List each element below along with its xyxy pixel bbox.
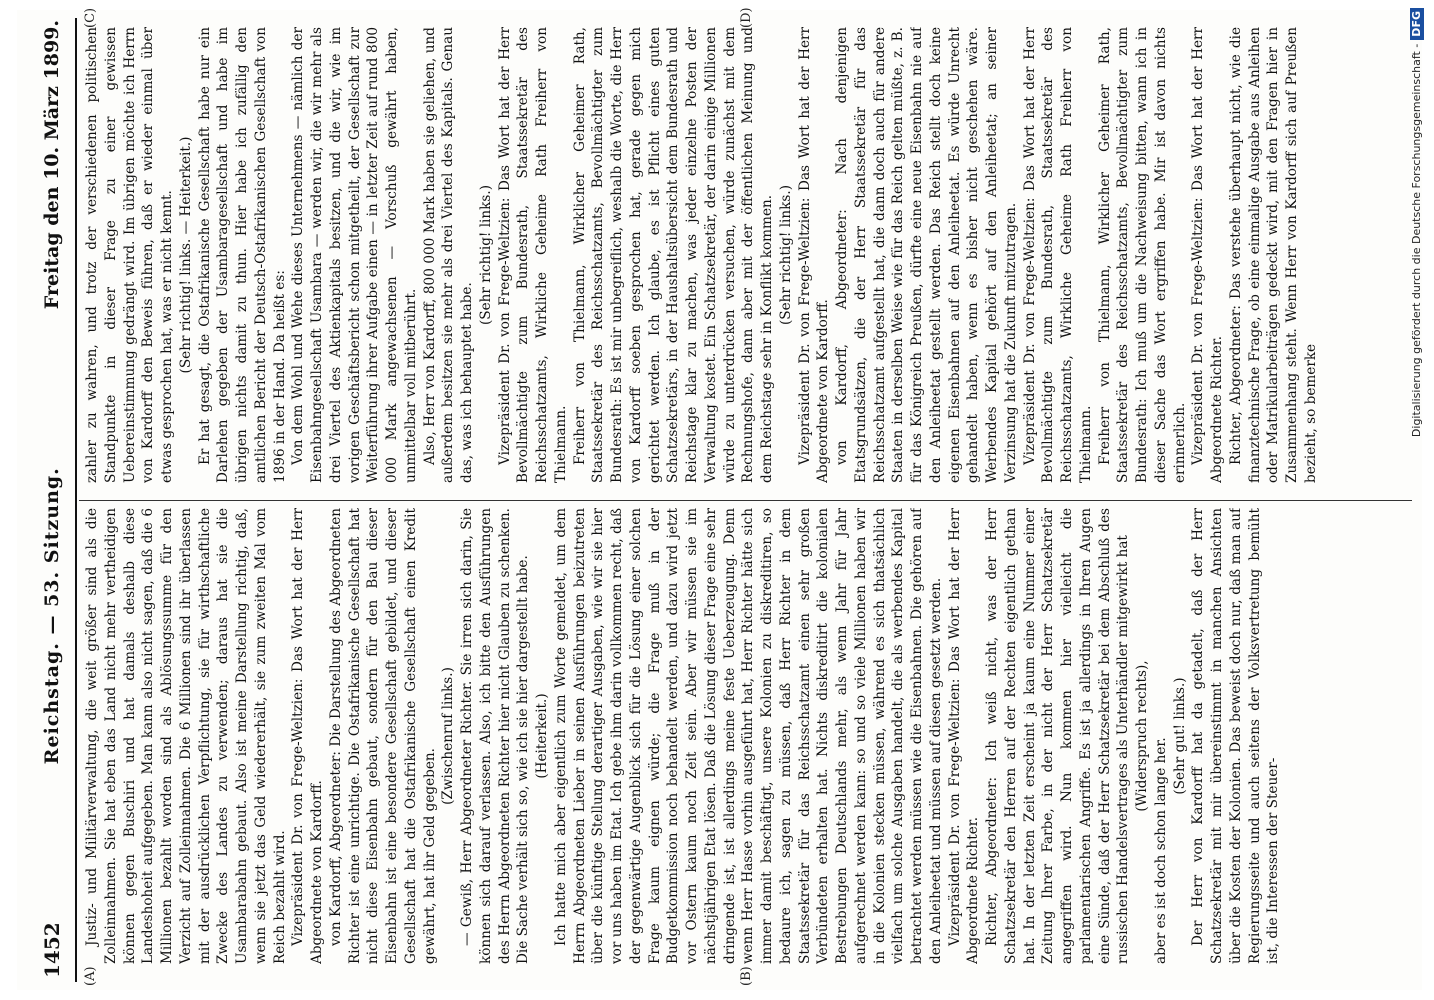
margin-marker-b: (B) — [739, 966, 754, 986]
paragraph: Vizepräsident Dr. von Frege-Weltzien: Das Wort hat der Herr Abgeordnete Richter. — [946, 508, 982, 964]
interjection: (Sehr richtig! links.) — [777, 184, 794, 326]
paragraph: Vizepräsident Dr. von Frege-Weltzien: Das Wort hat der Herr Bevollmächtigte zum Bundesrath, Staatssekretär des Reichsschatzamts, Wirkliche Geheime Rath Freiherr von Thielmann. — [496, 27, 569, 483]
paragraph: Freiherr von Thielmann, Wirklicher Geheimer Rath, Staatssekretär des Reichsschatzamts, Bevollmächtigter zum Bundesrath: Ich muß um die Nachweisung bitten, wann ich in dieser Sache das Wort ergriffen habe. Mir ist davon nichts erinnerlich. — [1096, 27, 1188, 483]
paragraph: aber es ist doch schon lange her. — [1152, 737, 1169, 964]
digitization-text: Digitalisierung gefördert durch die Deutsche Forschungsgemeinschaft - — [1410, 43, 1423, 438]
paragraph: Vizepräsident Dr. von Frege-Weltzien: Das Wort hat der Herr Abgeordnete von Kardorff. — [796, 27, 832, 483]
interjection: (Sehr richtig! links.) — [477, 184, 494, 326]
interjection: (Zwischenruf links.) — [440, 667, 457, 805]
paragraph: von Kardorff, Abgeordneter: Nach denjenigen Etatsgrundsätzen, die der Herr Staatssekretär für das Reichsschatzamt aufgestellt hat, die dann doch auch für andere Staaten in derselben Weise wie für das Reich gelten müßte, z. B. für das Königreich Preußen, dürfte eine neue Eisenbahn nie auf den Anleiheetat gestellt werden. Das Reich stellt doch keine eigenen Eisenbahnen auf den Anleiheetat. Es würde Unrecht gehandelt haben, wenn es bisher nicht geschehen wäre. Werbendes Kapital gehört auf den Anleiheetat; an seiner Verzinsung hat die Zukunft mitzutragen. — [834, 27, 1019, 483]
right-column — [83, 27, 1410, 483]
dfg-logo: DFG — [1410, 8, 1424, 40]
paragraph: Vizepräsident Dr. von Frege-Weltzien: Das Wort hat der Herr Bevollmächtigte zum Bundesrath, Staatssekretär des Reichsschatzamts, Wirkliche Geheime Rath Freiherr von Thielmann. — [1021, 27, 1094, 483]
paragraph: zahler zu wahren, und trotz der verschiedenen politischen Standpunkte in dieser Frage zu einer gewissen Uebereinstimmung gedrängt wird. Im übrigen möchte ich Herrn von Kardorff den Beweis führen, daß er wieder einmal über etwas gesprochen hat, was er nicht kennt. — [84, 27, 175, 483]
paragraph: Er hat gesagt, die Ostafrikanische Gesellschaft habe nur ein Darlehen gegeben der Usambaragesellschaft und habe im übrigen nichts damit zu thun. Hier habe ich zufällig den amtlichen Bericht der Deutsch-Ostafrikanischen Gesellschaft von 1896 in der Hand. Da heißt es: — [196, 27, 288, 483]
margin-marker-d: (D) — [739, 7, 754, 28]
paragraph: Vizepräsident Dr. von Frege-Weltzien: Das Wort hat der Herr Abgeordnete von Kardorff. — [290, 508, 325, 964]
interjection: (Sehr gut! links.) — [1171, 677, 1188, 795]
margin-marker-a: (A) — [83, 966, 98, 986]
paragraph: Richter, Abgeordneter: Ich weiß nicht, was der Herr Schatzsekretär den Herren auf der Rechten eigentlich gethan hat. In der letzten Zeit erscheint ja kaum eine Nummer einer Zeitung Ihrer Farbe, in der nicht der Herr Schatzsekretär angegriffen wird. Nun kommen hier vielleicht die parlamentarischen Angriffe. Es ist ja allerdings in Ihren Augen eine Sünde, daß der Herr Schatzsekretär bei dem Abschluß des russischen Handelsvertrages als Unterhändler mitgewirkt hat — [984, 508, 1132, 964]
interjection: (Widerspruch rechts), — [1134, 660, 1150, 812]
sitting-title: Reichstag. — 53. Sitzung. — [41, 467, 63, 765]
interjection: (Heiterkeit.) — [534, 693, 550, 779]
paragraph: Ich hatte mich aber eigentlich zum Worte gemeldet, um dem Herrn Abgeordneten Lieber in seinen Ausführungen beizutreten über die künftige Stellung derartiger Ausgaben, wie wir sie hier vor uns haben im Etat. Ich gebe ihm darin vollkommen recht, daß der gegenwärtige Augenblick sich für die Lösung einer solchen Frage kaum eignen würde; die Frage muß in der Budgetkommission noch behandelt werden, und dazu wird jetzt vor Ostern kaum noch Zeit sein. Aber wir müssen sie im nächstjährigen Etat lösen. Daß die Lösung dieser Frage eine sehr dringende ist, ist allerdings meine feste Ueberzeugung. Denn wenn Herr Hasse vorhin ausgeführt hat, Herr Richter hätte sich immer damit beschäftigt, unsere Kolonien zu diskreditiren, so bedaure ich, sagen zu müssen, daß Herr Richter in dem Staatssekretär für das Reichsschatzamt einen sehr großen Verbündeten erhalten hat. Nichts diskreditirt die kolonialen Bestrebungen Deutschlands mehr, als wenn Jahr für Jahr aufgerechnet werden kann: so und so viele Millionen haben wir in die Kolonien stecken müssen, während es sich thatsächlich vielfach um solche Ausgaben handelt, die als werbendes Kapital betrachtet werden müssen wie die Eisenbahnen. Die gehören auf den Anleiheetat und müssen auf diesen gesetzt werden. — [552, 508, 944, 964]
page-header — [37, 20, 67, 978]
paragraph: Vizepräsident Dr. von Frege-Weltzien: Das Wort hat der Herr Abgeordnete Richter. — [1190, 27, 1225, 483]
digitization-note — [1406, 8, 1428, 992]
header-rule — [75, 18, 77, 982]
paragraph: Freiherr von Thielmann, Wirklicher Geheimer Rath, Staatssekretär des Reichsschatzamts, Bevollmächtigter zum Bundesrath: Es ist mir unbegreiflich, weshalb die Worte, die Herr von Kardorff soeben gesprochen hat, gerade gegen mich gerichtet werden. Ich glaube, es ist Pflicht eines guten Schatzsekretärs, in der Haushaltsübersicht dem Bundesrath und Reichstage klar zu machen, was jeder einzelne Posten der Verwaltung kostet. Ein Schatzsekretär, der darin einige Millionen würde zu unterdrücken versuchen, würde zunächst mit dem Rechnungshofe, dann aber mit der öffentlichen Meinung und dem Reichstage sehr in Konflikt kommen. — [571, 27, 775, 483]
left-column — [83, 508, 1410, 964]
page-number: 1452 — [40, 922, 64, 978]
interjection: (Sehr richtig! links. — Heiterkeit.) — [177, 136, 194, 374]
session-date: Freitag den 10. März 1899. — [41, 20, 63, 310]
paragraph: Der Herr von Kardorff hat da getadelt, daß der Herr Schatzsekretär mit mir übereinstimmt in manchen Ansichten über die Kosten der Kolonien. Das beweist doch nur, daß man auf Regierungsseite und auch seitens der Volksvertretung bemüht ist, die Interessen der Steuer- — [1190, 508, 1282, 964]
quotation: Von dem Wohl und Wehe dieses Unternehmens — nämlich der Eisenbahngesellschaft Usambara — werden wir, die wir mehr als drei Viertel des Aktienkapitals besitzen, und die wir, wie im vorigen Geschäftsbericht schon mitgetheilt, der Gesellschaft zur Weiterführung ihrer Aufgabe einen — in letzter Zeit auf rund 800 000 Mark angewachsenen — Vorschuß gewährt haben, unmittelbar voll mitberührt. — [290, 27, 419, 483]
paragraph: Richter, Abgeordneter: Das verstehe überhaupt nicht, wie die finanztechnische Frage, ob eine einmalige Ausgabe aus Anleihen oder Matrikularbeiträgen gedeckt wird, mit den Fragen hier in Zusammenhang steht. Wenn Herr von Kardorff sich auf Preußen bezieht, so bemerke — [1227, 27, 1319, 483]
margin-marker-c: (C) — [83, 7, 98, 28]
paragraph: Justiz- und Militärverwaltung, die weit größer sind als die Zolleinnahmen. Sie hat eben das Land nicht mehr vertheidigen können gegen Buschiri und hat damals deshalb diese Landeshoheit aufgegeben. Man kann also nicht sagen, daß die 6 Millionen bezahlt worden sind als Ablösungssumme für den Verzicht auf Zolleinnahmen. Die 6 Millionen sind ihr überlassen mit der ausdrücklichen Verpflichtung, sie für wirthschaftliche Zwecke des Landes zu verwenden; daraus hat sie die Usambarabahn gebaut. Also ist meine Darstellung richtig, daß, wenn sie jetzt das Geld wiedererhält, sie zum zweiten Mal vom Reich bezahlt wird. — [84, 508, 288, 964]
column-divider — [79, 500, 1412, 501]
paragraph: von Kardorff, Abgeordneter: Die Darstellung des Abgeordneten Richter ist eine unrichtige. Die Ostafrikanische Gesellschaft hat nicht diese Eisenbahn gebaut, sondern für den Bau dieser Eisenbahn ist eine besondere Gesellschaft gebildet, und dieser Gesellschaft hat die Ostafrikanische Gesellschaft einen Kredit gewährt, hat ihr Geld gegeben. — [327, 508, 438, 964]
newspaper-page — [17, 7, 1422, 990]
paragraph: — Gewiß, Herr Abgeordneter Richter. Sie irren sich darin, Sie können sich darauf verlassen. Also, ich bitte den Ausführungen des Herrn Abgeordneten Richter hier nicht Glauben zu schenken. Die Sache verhält sich so, wie ich sie hier dargestellt habe. — [459, 508, 532, 964]
paragraph: Also, Herr von Kardorff, 800 000 Mark haben sie geliehen, und außerdem besitzen sie mehr als drei Viertel des Kapitals. Genau das, was ich behauptet habe. — [421, 27, 475, 483]
